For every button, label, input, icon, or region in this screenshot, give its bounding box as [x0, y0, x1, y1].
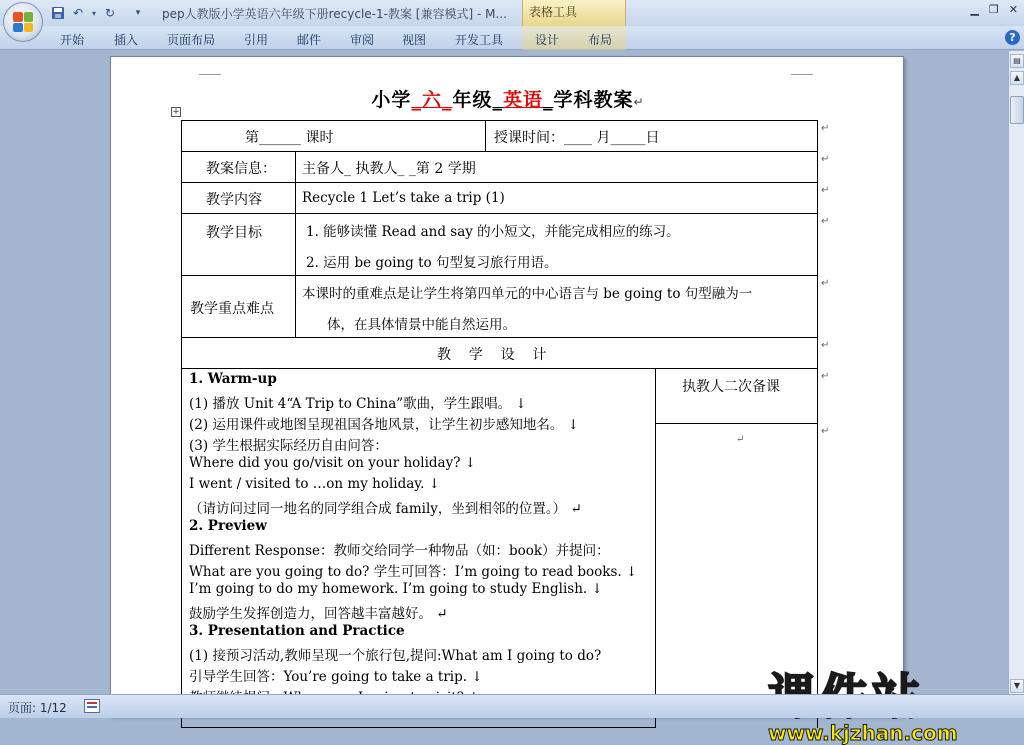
tab-insert[interactable]: 插入: [114, 33, 139, 47]
design-body-line: Different Response：教师交给同学一种物品（如：book）并提问：: [189, 543, 610, 559]
design-body-line: 2. Preview: [189, 518, 267, 534]
teaching-goals-label-cell[interactable]: [181, 213, 296, 276]
side-notes-header: 执教人二次备课: [682, 379, 780, 395]
quick-access-toolbar: [50, 4, 146, 22]
design-body-line: 1. Warm-up: [189, 371, 277, 387]
page-title: 小学_六_年级_英语_学科教案↵: [371, 89, 645, 111]
margin-corner-mark: [199, 57, 221, 75]
design-body-line: （请访问过同一地名的同学组合成 family，坐到相邻的位置。） ↵: [189, 501, 582, 517]
office-button[interactable]: [3, 2, 43, 42]
tab-view[interactable]: 视图: [402, 33, 427, 47]
window-title: pep人教版小学英语六年级下册recycle-1-教案 [兼容模式] - M...: [162, 7, 507, 21]
teaching-design-header-cell[interactable]: [181, 337, 818, 369]
goal-item-2: 2. 运用 be going to 句型复习旅行用语。: [306, 255, 558, 271]
tab-home[interactable]: 开始: [60, 33, 85, 47]
scroll-up-icon[interactable]: ▲: [1010, 71, 1024, 85]
tab-layout[interactable]: 布局: [588, 33, 613, 47]
teaching-goals-label: 教学目标: [206, 225, 262, 241]
tab-developer[interactable]: 开发工具: [455, 33, 504, 47]
undo-icon[interactable]: ↶: [72, 6, 84, 20]
lesson-number-text: 第______ 课时: [245, 130, 334, 146]
customize-icon[interactable]: ▾: [135, 8, 141, 18]
plan-info-value-cell[interactable]: [295, 151, 818, 183]
tab-references[interactable]: 引用: [244, 33, 269, 47]
tab-review[interactable]: 审阅: [350, 33, 375, 47]
design-body-line: I went / visited to …on my holiday. ↓: [189, 476, 441, 492]
window-controls: [970, 3, 1018, 16]
design-body-line: I’m going to do my homework. I’m going to study English. ↓: [189, 581, 603, 597]
teaching-content-value-cell[interactable]: [295, 182, 818, 214]
design-body-line: 鼓励学生发挥创造力，回答越丰富越好。 ↵: [189, 606, 448, 622]
plan-info-label: 教案信息：: [206, 161, 276, 177]
plan-info-label-cell[interactable]: [181, 151, 296, 183]
design-body-line: (1) 播放 Unit 4“A Trip to China”歌曲，学生跟唱。 ↓: [189, 396, 527, 412]
page-count[interactable]: 页面: 1/12: [8, 701, 67, 715]
key-points-line-2: 体，在具体情景中能自然运用。: [327, 317, 516, 333]
table-move-handle[interactable]: +: [172, 107, 180, 117]
repeat-icon[interactable]: ↻: [104, 6, 116, 20]
teaching-content-label: 教学内容: [206, 192, 262, 208]
scroll-down-icon[interactable]: ▼: [1010, 679, 1024, 693]
tab-page-layout[interactable]: 页面布局: [167, 33, 216, 47]
goal-item-1: 1. 能够读懂 Read and say 的小短文，并能完成相应的练习。: [306, 224, 680, 240]
office-logo-icon: [13, 12, 33, 32]
watermark-url: www.kjzhan.com: [768, 721, 958, 745]
scroll-thumb[interactable]: [1010, 96, 1024, 124]
restore-icon[interactable]: ❐: [988, 3, 999, 16]
design-body-line: 引导学生回答：You’re going to take a trip. ↓: [189, 669, 483, 685]
save-icon[interactable]: [50, 5, 66, 21]
design-body-line: (1) 接预习活动,教师呈现一个旅行包,提问:What am I going to do?: [189, 648, 602, 664]
design-body-line: (2) 运用课件或地图呈现祖国各地风景，让学生初步感知地名。 ↓: [189, 417, 580, 433]
key-points-label: 教学重点难点: [190, 301, 274, 317]
teaching-design-header: 教 学 设 计: [437, 347, 547, 363]
key-points-label-cell[interactable]: [181, 275, 296, 338]
ruler-toggle-icon[interactable]: ▤: [1010, 54, 1024, 68]
teaching-content-value: Recycle 1 Let’s take a trip (1): [302, 190, 505, 206]
margin-corner-mark: [791, 57, 813, 75]
close-icon[interactable]: ✕: [1008, 3, 1018, 16]
tab-design[interactable]: 设计: [535, 33, 560, 47]
lesson-number-cell[interactable]: [181, 120, 486, 152]
table-tools-label: 表格工具: [522, 0, 626, 26]
key-points-value-cell[interactable]: [295, 275, 818, 338]
design-body-line: Where did you go/visit on your holiday? ↓: [189, 455, 477, 471]
document-page[interactable]: 小学_六_年级_英语_学科教案↵ + 第______ 课时 授课时间：____ 月_____日 教案信息： 主备人_ 执教人_ _第 2 学期 教学内容 Recycle 1 Let’s take a trip (1) 教学目标 1. 能够读懂 Read and say 的小短文，并能完成相应的练习。 2. 运用 be going to 句型复习旅行用语。 教学重点难点 本课时的重难点是让学生将第四单元的中心语言与 be going to 句型融为一 体，在具体情景中能自然运用。 教 学 设 计 1. Warm-up (1) 播放 Unit 4“A Trip to China”歌曲，学生跟唱。 ↓ (2) 运用课件或地图呈现祖国各地风景，让学生初步感知地名。 ↓ (3) 学生根据实际经历自由问答： Where did you go/visit on your holiday? ↓ I went / visited to …on my holiday. ↓ （请访问过同一地名的同学组合成 family，坐到相邻的位置。） ↵ 2. Preview Different Response：教师交给同学一种物品（如：book）并提问： What are you going to do? 学生可回答：I’m going to read books. ↓ I’m going to do my homework. I’m going to study English. ↓ 鼓励学生发挥创造力，回答越丰富越好。 ↵ 3. Presentation and Practice (1) 接预习活动,教师呈现一个旅行包,提问:What am I going to do? 引导学生回答：You’re going to take a trip. ↓ 执教人二次备课 ↵ ↵ ↵ ↵ ↵ ↵ ↵ ↵ ↵: [110, 56, 904, 716]
side-notes-header-cell[interactable]: [655, 368, 818, 424]
lesson-time-text: 授课时间：____ 月_____日: [494, 130, 660, 146]
teaching-design-body-cell[interactable]: [181, 368, 656, 728]
minimize-icon[interactable]: ▁: [970, 3, 979, 16]
teaching-goals-value-cell[interactable]: [295, 213, 818, 276]
side-notes-body-cell[interactable]: ↵: [655, 423, 818, 728]
teaching-content-label-cell[interactable]: [181, 182, 296, 214]
plan-info-value: 主备人_ 执教人_ _第 2 学期: [302, 161, 476, 177]
tab-mailings[interactable]: 邮件: [297, 33, 322, 47]
ribbon-tab-row: [0, 26, 1024, 50]
design-body-line: (3) 学生根据实际经历自由问答：: [189, 438, 388, 454]
dropdown-arrow-icon[interactable]: ▾: [91, 8, 96, 18]
status-bar: [0, 694, 1024, 718]
help-icon[interactable]: ?: [1005, 30, 1020, 45]
title-bar: [0, 0, 1024, 26]
design-body-line: 3. Presentation and Practice: [189, 623, 405, 639]
lesson-time-cell[interactable]: [485, 120, 818, 152]
design-body-line: What are you going to do? 学生可回答：I’m going to read books. ↓: [189, 564, 638, 580]
language-check-icon[interactable]: [84, 699, 100, 713]
key-points-line-1: 本课时的重难点是让学生将第四单元的中心语言与 be going to 句型融为一: [302, 286, 753, 302]
vertical-scrollbar[interactable]: [1008, 51, 1024, 694]
